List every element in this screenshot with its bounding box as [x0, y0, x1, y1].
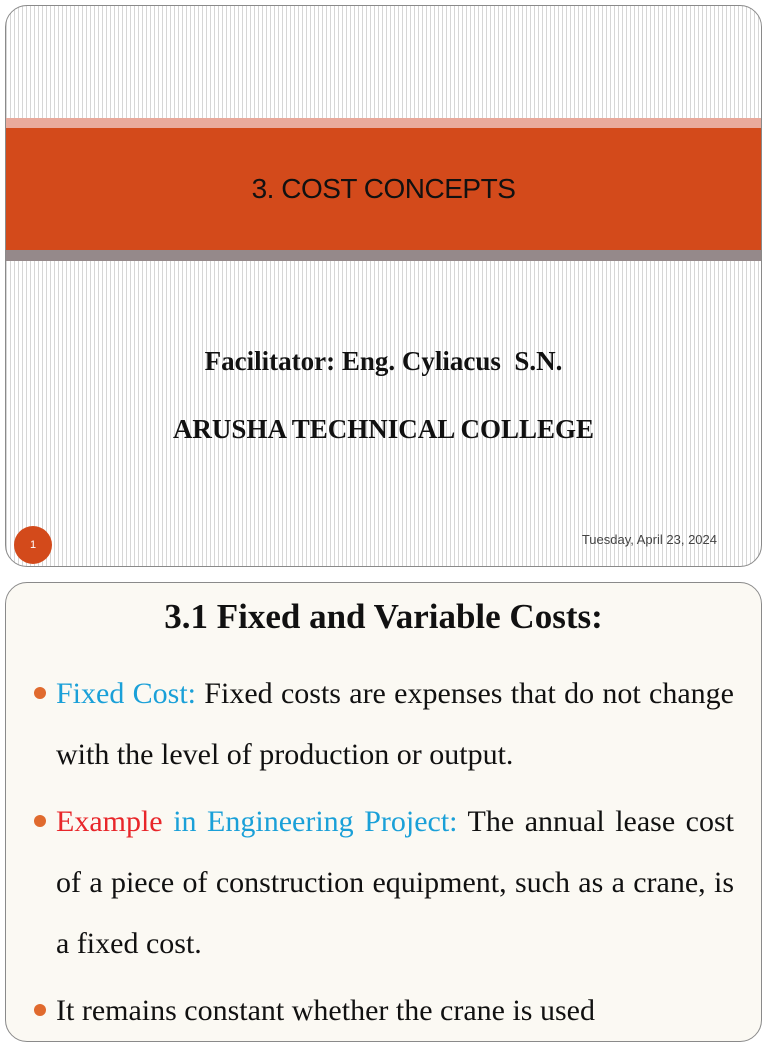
bullet-icon: [34, 815, 46, 827]
accent-band: [6, 118, 761, 128]
list-item: [34, 791, 734, 974]
bullet-text: Fixed costs are expenses that do not change with the level of production or output.: [56, 677, 734, 771]
facilitator-text: Facilitator: Eng. Cyliacus S.N.: [204, 346, 563, 376]
page-number-badge: 1: [14, 526, 52, 564]
bullet-icon: [34, 1004, 46, 1016]
title-slide: [5, 5, 762, 567]
section-title: 3.1 Fixed and Variable Costs:: [164, 597, 603, 636]
list-item: [34, 980, 734, 1041]
term-label: in Engineering Project:: [173, 805, 458, 838]
bullet-list: [34, 663, 734, 1042]
example-label: Example: [56, 805, 163, 838]
bullet-text: The annual lease cost of a piece of construction equipment, such as a crane, is a fixed cost.: [56, 805, 735, 960]
college-name: ARUSHA TECHNICAL COLLEGE: [172, 414, 595, 444]
divider-band: [6, 250, 761, 261]
slide-date: Tuesday, April 23, 2024: [581, 532, 717, 547]
list-item: [34, 663, 734, 785]
term-label: Fixed Cost:: [56, 677, 196, 710]
title-band: [6, 128, 761, 250]
slide-title: 3. COST CONCEPTS: [251, 173, 516, 204]
bullet-icon: [34, 687, 46, 699]
content-slide: [5, 582, 762, 1042]
bullet-text: It remains constant whether the crane is used: [56, 994, 595, 1027]
